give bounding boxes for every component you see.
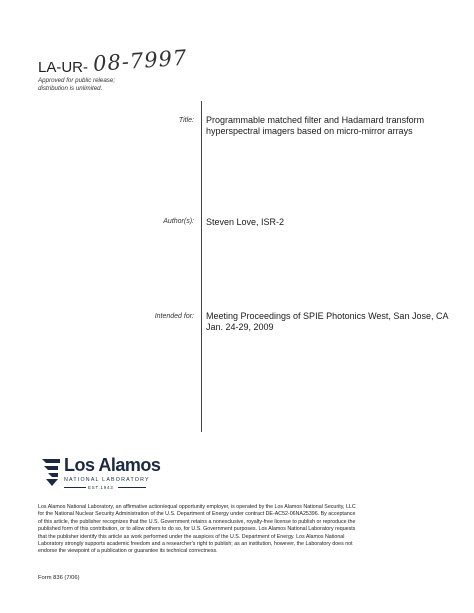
disclaimer-line: of this article, the publisher recognizes that the U.S. Government retains a nonexclusive, royalty-free license to publish or reproduce the <box>38 518 356 525</box>
los-alamos-emblem-icon <box>40 457 62 487</box>
title-value <box>206 115 454 137</box>
release-statement <box>38 77 115 93</box>
logo-established: EST.1943 <box>88 484 114 490</box>
form-number: Form 836 (7/06) <box>38 575 80 581</box>
title-line-1: Programmable matched filter and Hadamard transform <box>206 115 425 125</box>
intended-line-1: Meeting Proceedings of SPIE Photonics West, San Jose, CA <box>206 311 449 321</box>
legal-disclaimer <box>38 504 438 556</box>
report-number-row <box>38 45 189 76</box>
vertical-divider <box>201 101 202 432</box>
intended-for-label: Intended for: <box>154 313 194 320</box>
logo-subtitle: NATIONAL LABORATORY <box>64 477 150 483</box>
authors-label: Author(s): <box>163 218 194 225</box>
authors-value: Steven Love, ISR-2 <box>206 217 285 227</box>
logo-rule-left <box>64 487 86 488</box>
title-label: Title: <box>178 117 194 124</box>
release-line-2: distribution is unlimited. <box>38 85 103 92</box>
disclaimer-line: endorse the viewpoint of a publication or guarantee its technical correctness. <box>38 548 218 555</box>
intended-for-value <box>206 311 454 333</box>
logo-rule-right <box>118 487 146 488</box>
disclaimer-line: Laboratory strongly supports academic freedom and a researcher's right to publish; as an institution, however, the Laboratory does not <box>38 541 353 548</box>
disclaimer-line: Los Alamos National Laboratory, an affirmative action/equal opportunity employer, is operated by the Los Alamos National Security, LLC <box>38 504 356 510</box>
los-alamos-logo <box>40 455 160 500</box>
logo-name: Los Alamos <box>64 455 161 475</box>
intended-line-2: Jan. 24-29, 2009 <box>206 322 274 332</box>
disclaimer-line: for the National Nuclear Security Administration of the U.S. Department of Energy under contract DE-AC52-06NA25396. By acceptance <box>38 511 356 518</box>
title-line-2: hyperspectral imagers based on micro-mirror arrays <box>206 126 413 136</box>
handwritten-report-number: 08-7997 <box>92 45 189 76</box>
disclaimer-line: published form of this contribution, or to allow others to do so, for U.S. Government purposes. Los Alamos National Laboratory requests <box>38 526 356 533</box>
report-prefix: LA-UR- <box>38 59 89 76</box>
release-line-1: Approved for public release; <box>38 77 116 84</box>
disclaimer-line: that the publisher identify this article as work performed under the auspices of the U.S. Department of Energy. Los Alamos National <box>38 533 345 540</box>
